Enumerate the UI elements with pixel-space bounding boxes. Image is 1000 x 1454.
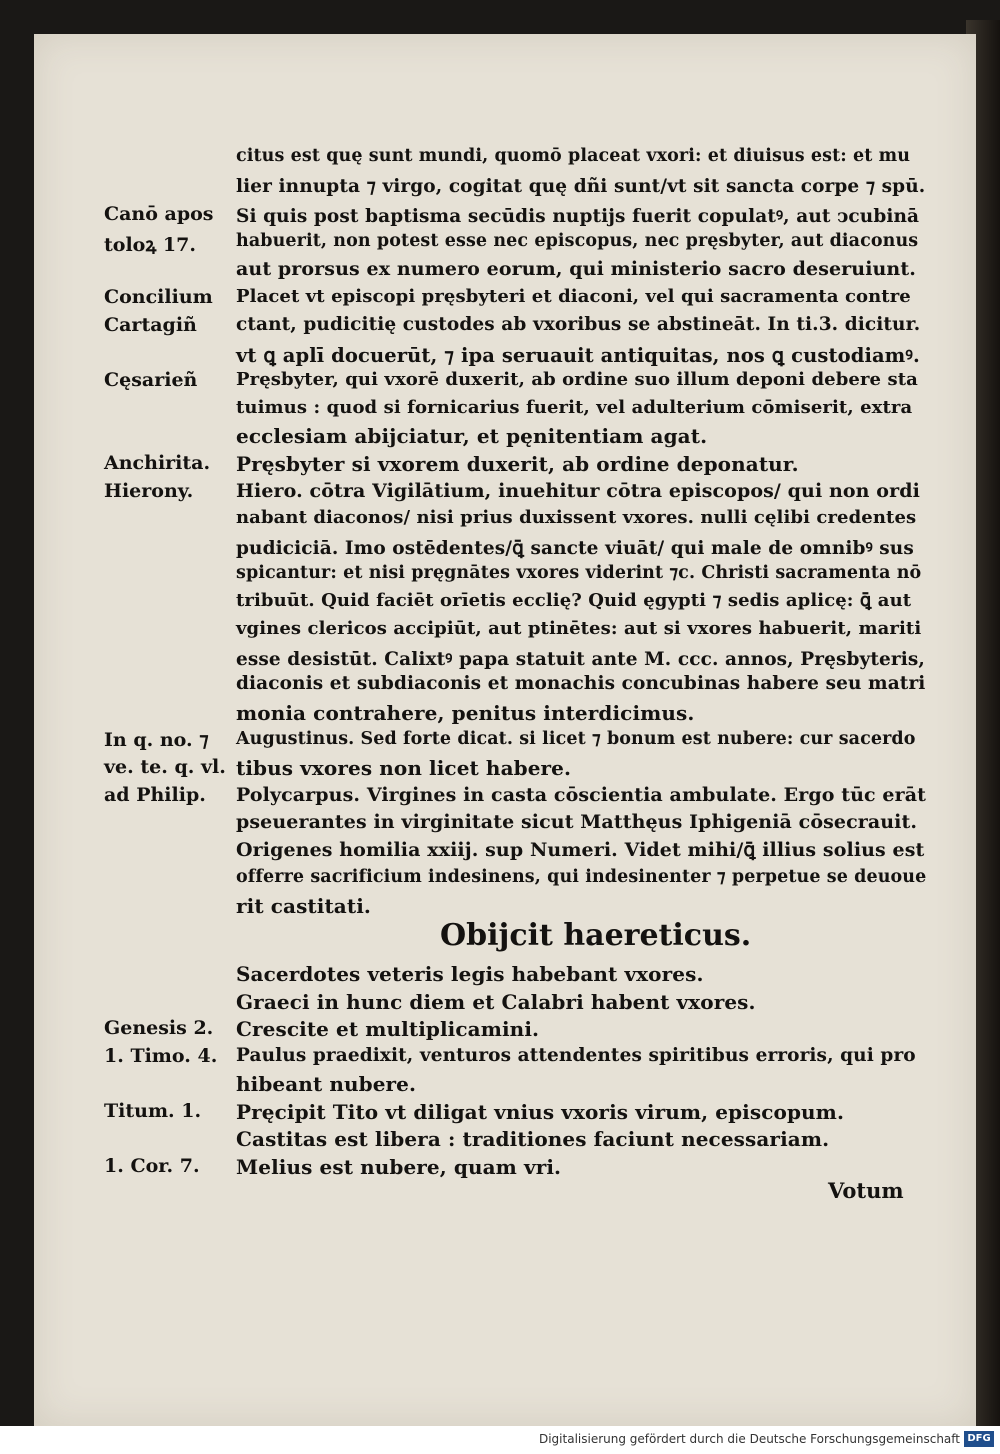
text-line: diaconis et subdiaconis et monachis concubinas habere seu matri — [236, 673, 926, 694]
text-line: rit castitati. — [236, 894, 371, 918]
text-line: Hiero. cōtra Vigilātium, inuehitur cōtra episcopos/ qui non ordi — [236, 480, 920, 502]
text-line: Paulus praedixit, venturos attendentes spiritibus erroris, qui pro — [236, 1045, 916, 1066]
text-line: tribuūt. Quid faciēt orīetis ecclię? Quid ęgypti ⁊ sedis aplicę: ꝗ̄ aut — [236, 590, 912, 611]
text-line: spicantur: et nisi pręgnātes vxores viderint ⁊c. Christi sacramenta nō — [236, 563, 922, 583]
text-line: pudiciciā. Imo ostēdentes/ꝗ̄ sancte viuāt/ qui male de omnibꝰ sus — [236, 538, 914, 559]
margin-note: 1. Timo. 4. — [104, 1045, 218, 1067]
text-line: vgines clericos accipiūt, aut ptinētes: aut si vxores habuerit, mariti — [236, 618, 922, 639]
text-line: tibus vxores non licet habere. — [236, 756, 572, 780]
footer-bar — [0, 1426, 1000, 1454]
text-line: Melius est nubere, quam vri. — [236, 1155, 562, 1179]
text-line: nabant diaconos/ nisi prius duxissent vxores. nulli cęlibi credentes — [236, 507, 917, 528]
text-line: pseuerantes in virginitate sicut Matthęus Iphigeniā cōsecrauit. — [236, 811, 918, 833]
text-line: habuerit, non potest esse nec episcopus, nec pręsbyter, aut diaconus — [236, 231, 919, 251]
margin-note: ad Philip. — [104, 784, 206, 806]
text-line: aut prorsus ex numero eorum, qui ministerio sacro deseruiunt. — [236, 258, 916, 280]
text-line: Crescite et multiplicamini. — [236, 1017, 540, 1041]
dfg-logo: DFG — [964, 1431, 994, 1447]
text-line: Castitas est libera : traditiones faciunt necessariam. — [236, 1127, 830, 1151]
text-line: tuimus : quod si fornicarius fuerit, vel adulterium cōmiserit, extra — [236, 397, 913, 418]
text-line: lier innupta ⁊ virgo, cogitat quę dñi sunt/vt sit sancta corpe ⁊ spū. — [236, 176, 926, 197]
margin-note: Hierony. — [104, 480, 194, 502]
text-line: Placet vt episcopi pręsbyteri et diaconi, vel qui sacramenta contre — [236, 286, 911, 307]
text-line: Augustinus. Sed forte dicat. si licet ⁊ bonum est nubere: cur sacerdo — [236, 729, 916, 749]
margin-note: Genesis 2. — [104, 1017, 214, 1039]
footer-credit: Digitalisierung gefördert durch die Deutsche Forschungsgemeinschaft — [538, 1432, 960, 1446]
text-line: esse desistūt. Calixtꝰ papa statuit ante M. ccc. annos, Pręsbyteris, — [236, 649, 925, 670]
text-line: Polycarpus. Virgines in casta cōscientia ambulate. Ergo tūc erāt — [236, 784, 927, 806]
text-line: ctant, pudicitię custodes ab vxoribus se abstineāt. In ti.3. dicitur. — [236, 314, 921, 335]
text-line: hibeant nubere. — [236, 1072, 417, 1096]
margin-note: Cartagiñ — [104, 314, 197, 336]
text-line: ecclesiam abijciatur, et pęnitentiam agat. — [236, 424, 708, 448]
text-line: offerre sacrificium indesinens, qui indesinenter ⁊ perpetue se deuoue — [236, 867, 927, 887]
text-line: Pręsbyter, qui vxorē duxerit, ab ordine suo illum deponi debere sta — [236, 369, 918, 390]
text-line: monia contrahere, penitus interdicimus. — [236, 701, 695, 725]
text-line: Graeci in hunc diem et Calabri habent vxores. — [236, 990, 756, 1014]
margin-note: In q. no. ⁊ — [104, 729, 209, 751]
text-line: citus est quę sunt mundi, quomō placeat vxori: et diuisus est: et mu — [236, 146, 911, 166]
text-line: Origenes homilia xxiij. sup Numeri. Videt mihi/ꝗ̄ illius solius est — [236, 839, 925, 861]
text-line: vt ꝗ aplī docuerūt, ⁊ ipa seruauit antiquitas, nos ꝗ custodiamꝰ. — [236, 344, 920, 367]
margin-note: Anchirita. — [104, 452, 211, 474]
margin-note: Titum. 1. — [104, 1100, 202, 1122]
margin-note: Canō apos — [104, 203, 214, 225]
margin-note: Concilium — [104, 286, 213, 308]
catchword: Votum — [828, 1178, 904, 1203]
section-heading: Obijcit haereticus. — [440, 918, 752, 953]
text-line: Pręcipit Tito vt diligat vnius vxoris virum, episcopum. — [236, 1100, 845, 1124]
margin-note: ve. te. q. vl. — [104, 756, 226, 778]
text-line: Sacerdotes veteris legis habebant vxores. — [236, 962, 704, 986]
margin-note: toloꝝ 17. — [104, 234, 196, 256]
text-line: Si quis post baptisma secūdis nuptijs fuerit copulatꝰ, aut ↄcubinā — [236, 206, 920, 227]
margin-note: 1. Cor. 7. — [104, 1155, 200, 1177]
margin-note: Cęsarieñ — [104, 369, 198, 391]
text-line: Pręsbyter si vxorem duxerit, ab ordine deponatur. — [236, 452, 799, 476]
